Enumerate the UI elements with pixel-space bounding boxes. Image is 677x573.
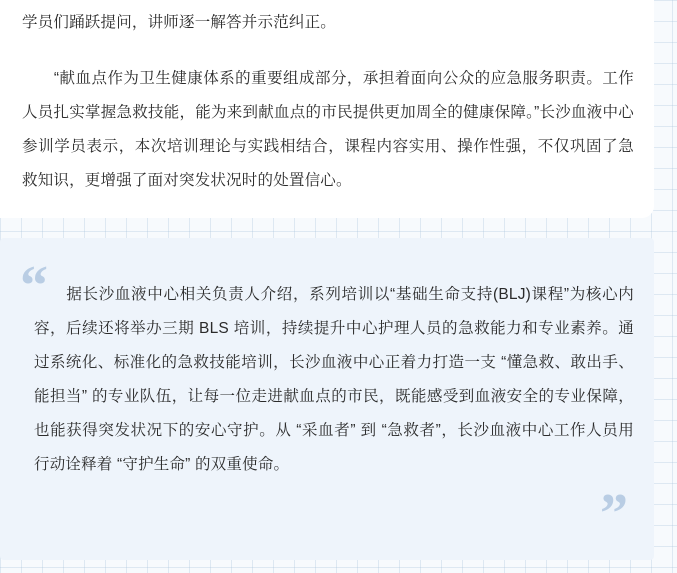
lead-line-text: 学员们踊跃提问，讲师逐一解答并示范纠正。 <box>22 14 337 31</box>
top-text-card <box>0 0 654 218</box>
top-card-paragraph: “献血点作为卫生健康体系的重要组成部分，承担着面向公众的应急服务职责。工作人员扎实掌握急救技能，能为来到献血点的市民提供更加周全的健康保障。”长沙血液中心参训学员表示，本次培训理论与实践相结合，课程内容实用、操作性强，不仅巩固了急救知识，更增强了面对突发状况时的处置信心。 <box>22 70 634 189</box>
quote-card <box>0 238 654 560</box>
open-quote-icon: “ <box>20 255 48 317</box>
close-quote-icon: ” <box>600 483 628 545</box>
quote-paragraph: 据长沙血液中心相关负责人介绍，系列培训以“基础生命支持(BLJ)课程”为核心内容，后续还将举办三期 BLS 培训，持续提升中心护理人员的急救能力和专业素养。通过系统化、标准化的急救技能培训，长沙血液中心正着力打造一支 “懂急救、敢出手、能担当” 的专业队伍，让每一位走进献血点的市民，既能感受到血液安全的专业保障，也能获得突发状况下的安心守护。从 “采血者” 到 “急救者”，长沙血液中心工作人员用行动诠释着 “守护生命” 的双重使命。 <box>34 286 634 473</box>
